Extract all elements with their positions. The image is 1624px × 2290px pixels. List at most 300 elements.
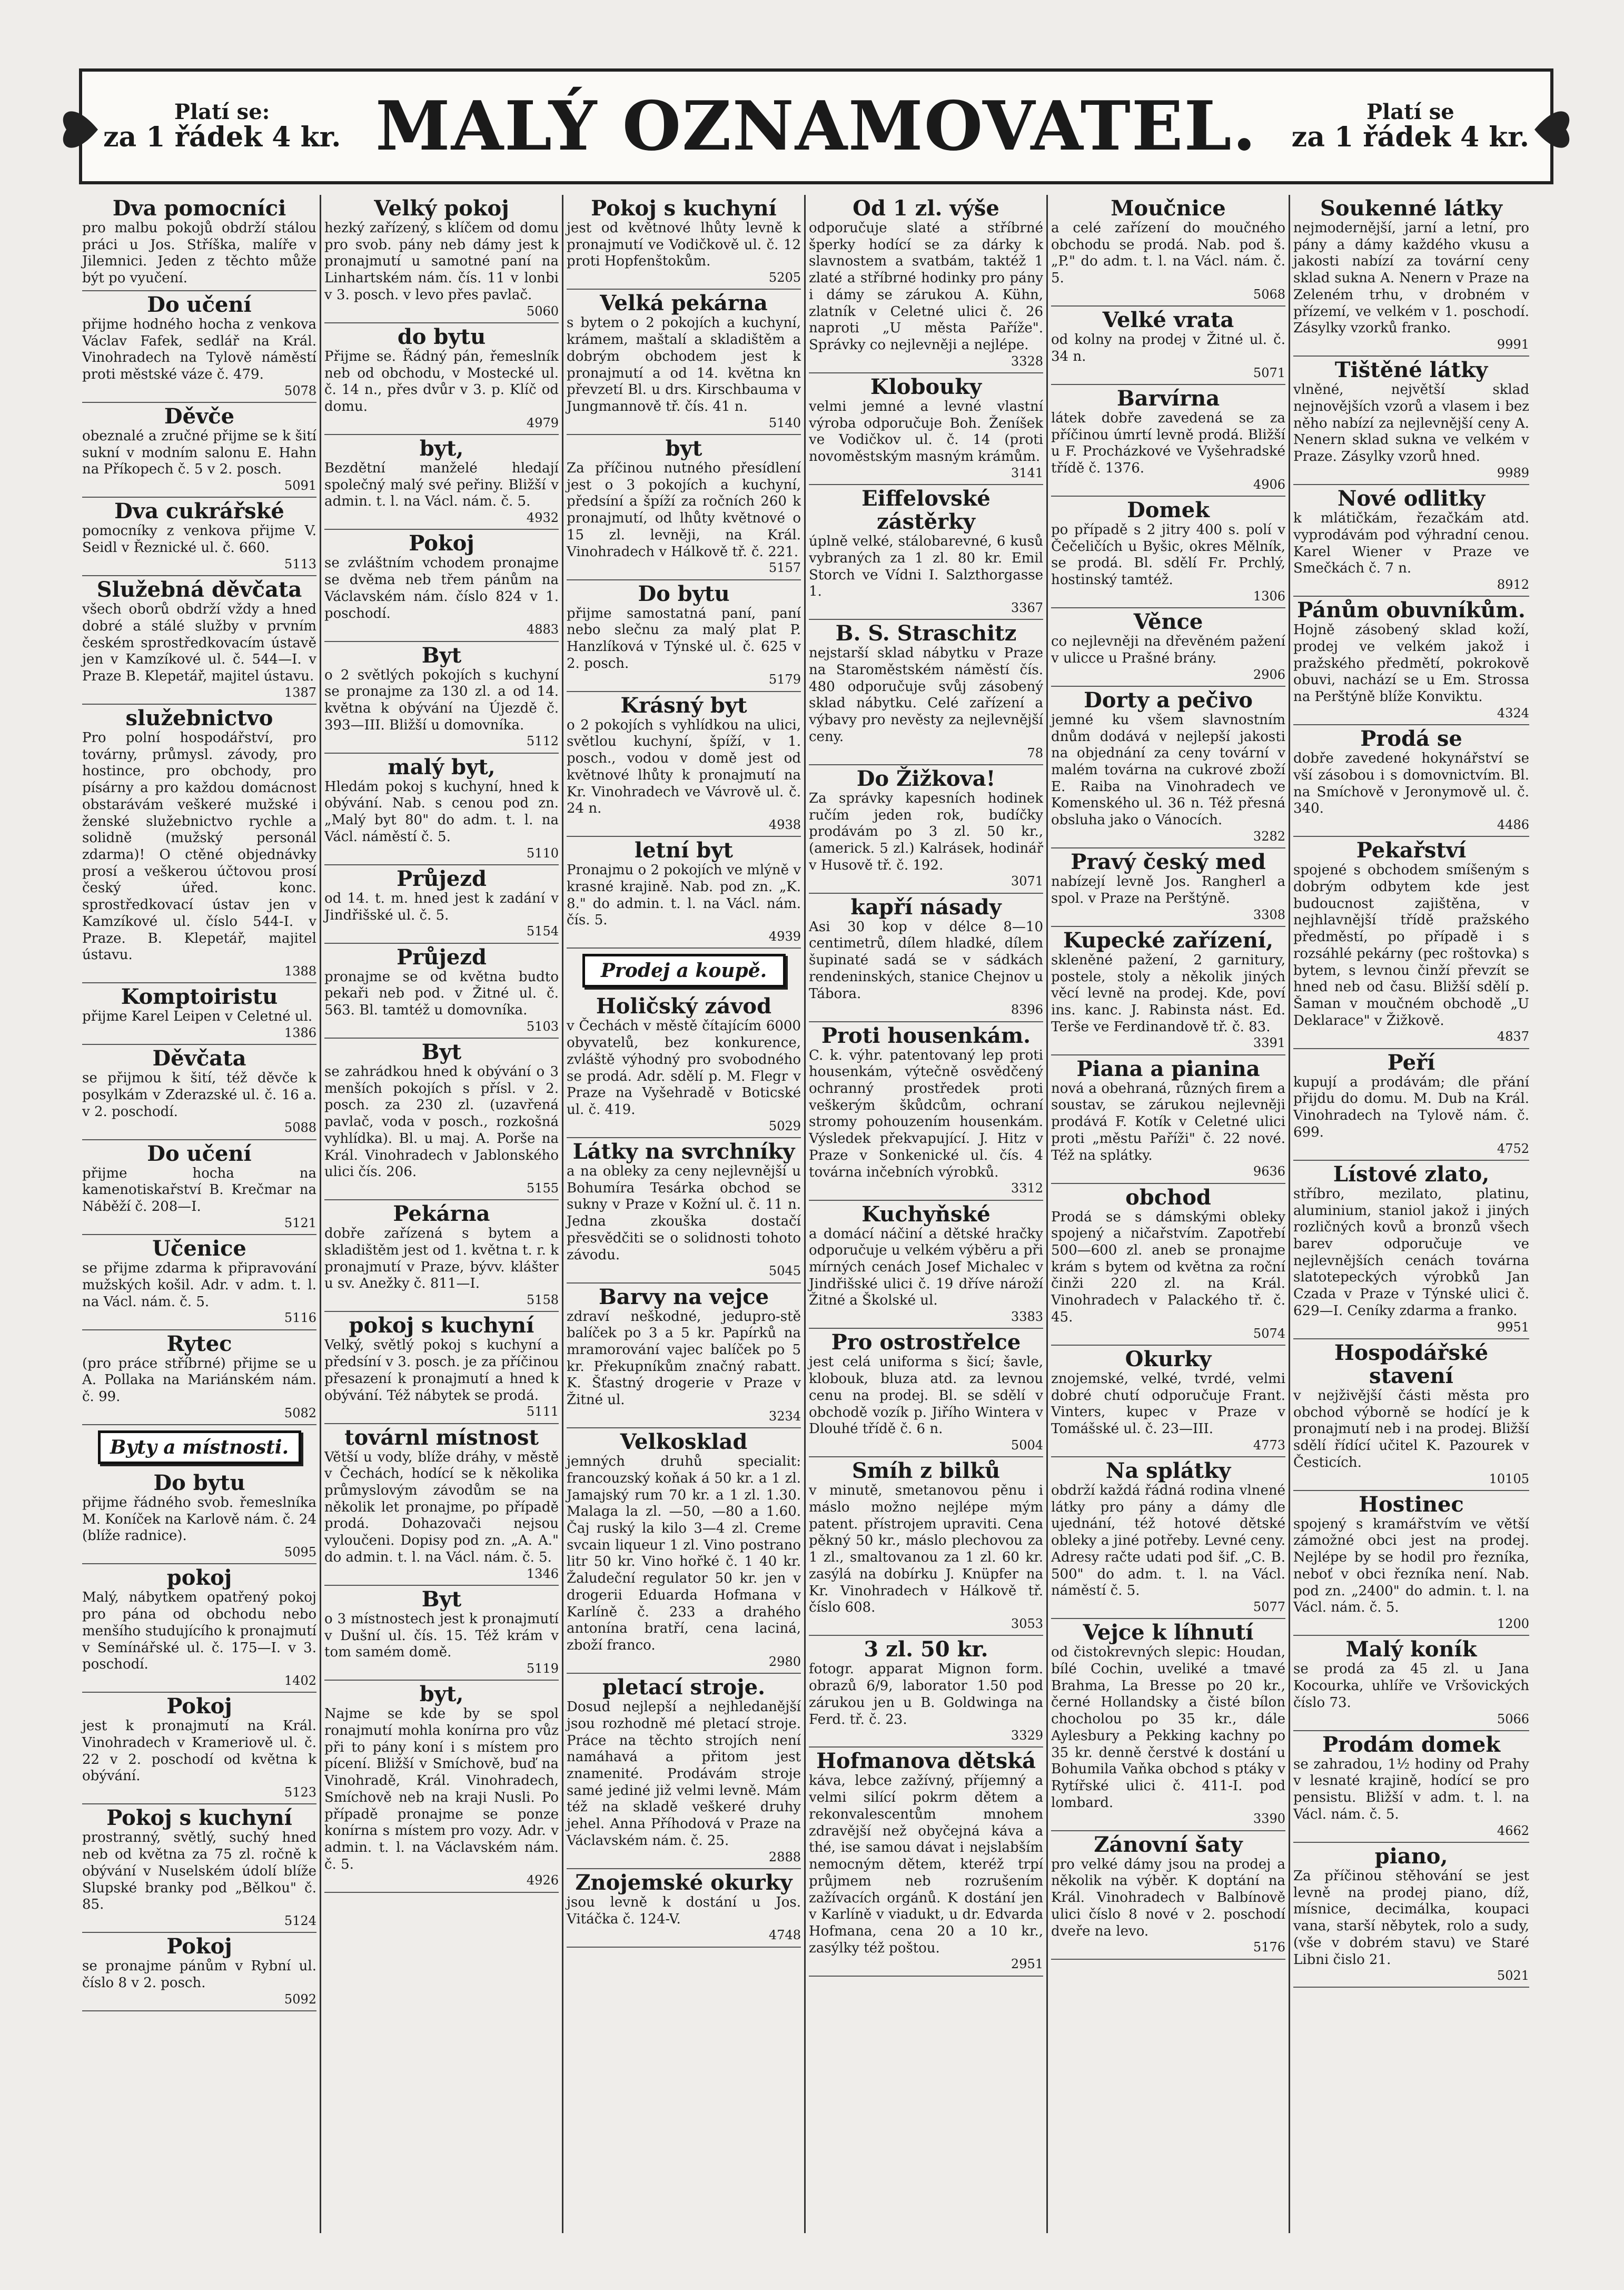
classified-ad xyxy=(809,894,1043,1022)
ad-text: a celé zařízení do moučného obchodu se prodá. Nab. pod š. „P." do adm. t. l. na Václ. nám. č. 5. xyxy=(1051,220,1285,287)
ad-columns xyxy=(79,195,1553,2233)
classified-ad xyxy=(1051,497,1285,608)
ad-text: Za správky kapesních hodinek ručím jeden rok, budíčky prodávám po 3 zl. 50 kr., (americk. 5 zl.) Kalrásek, hodinář v Husově tř. č. 192. xyxy=(809,790,1043,873)
ad-text: Za příčinou stěhování se jest levně na prodej piano, díž, mísnice, decimálka, koupaci vana, starší něbytek, rolo a sudy, (vše v dobrém stavu) ve Staré Libni čislo 21. xyxy=(1293,1868,1529,1968)
ad-heading: Látky na svrchníky xyxy=(572,1139,795,1164)
classified-ad xyxy=(324,1681,559,1892)
ad-number: 5078 xyxy=(284,383,316,398)
ad-text: Větší u vody, blíže dráhy, v městě v Čechách, hodící se k několika průmyslovým závodům se na několik let pronajme, po případě prodá. Dohazovači nejsou vyloučeni. Dopisy pod zn. „A. A." do admin. t. l. na Václ. nám. č. 5. xyxy=(324,1449,559,1565)
ad-text: Malý, nábytkem opatřený pokoj pro pána od obchodu nebo menšího studujícího k pronajmutí v Semínářské ul. č. 175—I. v 3. poschodí. xyxy=(82,1590,316,1673)
classified-ad xyxy=(1051,307,1285,385)
ad-text: od čistokrevných slepic: Houdan, bílé Cochin, uveliké a tmavé Brahma, La Bresse po 20 kr., černé Hollandsky a čisté bílon chocholou po 35 kr., dále Aylesbury a Pekking kachny po 35 kr. denně čerstvé k dostání u Bohumila Vaňka obchod s ptáky v Rytířské ulici č. 411-I. pod lombard. xyxy=(1051,1644,1285,1811)
ad-text: přijme hodného hocha z venkova Václav Fafek, sedlář na Král. Vinohradech na Tylově náměstí proti městské váze č. 479. xyxy=(82,316,316,383)
ad-text: o 2 světlých pokojích s kuchyní se pronajme za 130 zl. a od 14. května k obývání na Újezdě č. 393—III. Bližší u domovníka. xyxy=(324,667,559,733)
ad-number: 2951 xyxy=(1011,1957,1043,1972)
ad-text: jest od květnové lhůty levně k pronajmutí ve Vodičkově ul. č. 12 proti Hopfenštokům. xyxy=(567,220,801,270)
classified-ad xyxy=(82,1804,316,1933)
ad-heading: Do bytu xyxy=(638,581,730,606)
ad-heading: Pánům obuvníkům. xyxy=(1297,598,1526,623)
ad-number: 1386 xyxy=(284,1025,316,1041)
ad-text: látek dobře zavedená se za příčinou úmrtí levně prodá. Bližší u F. Procházkové ve Vyšehradské třídě č. 1376. xyxy=(1051,410,1285,476)
ad-heading: Věnce xyxy=(1133,609,1203,635)
ad-text: pro velké dámy jsou na prodej a několik na výběr. K doptání na Král. Vinohradech v Balbínově ulici číslo 8 nové v 2. poschodí dveře na levo. xyxy=(1051,1856,1285,1939)
ad-heading: Piana a pianina xyxy=(1076,1056,1260,1081)
ad-heading: pokoj xyxy=(166,1565,232,1591)
column-1 xyxy=(79,195,321,2233)
ad-heading: Velká pekárna xyxy=(600,291,768,316)
classified-ad xyxy=(82,1140,316,1235)
ad-number: 3383 xyxy=(1011,1309,1043,1325)
ad-number: 78 xyxy=(1027,745,1043,761)
classified-ad xyxy=(567,1428,801,1674)
ad-heading: Prodá se xyxy=(1360,726,1462,752)
ad-text: Velký, světlý pokoj s kuchyní a předsíní v 3. posch. je za příčinou přesazení k pronajmutí a hned k obývání. Též nábytek se prodá. xyxy=(324,1337,559,1404)
ad-number: 4837 xyxy=(1497,1029,1529,1044)
ad-heading: Průjezd xyxy=(397,866,487,891)
ad-number: 4939 xyxy=(768,929,801,944)
classified-ad xyxy=(1051,687,1285,848)
ad-text: spojené s obchodem smíšeným s dobrým odbytem kde jest budoucnost zajištěna, v nejhlavnější třídě pražského předměstí, po případě i s rozsáhlé pekárny (pec roštovka) s bytem, s levnou činží převzít se hned neb od času. Bližší sdělí p. Šaman v moučném obchodě „U Deklarace" v Žižkově. xyxy=(1293,862,1529,1029)
ad-text: fotogr. apparat Mignon form. obrazů 6/9, laborator 1.50 pod zárukou jen u B. Goldwinga na Ferd. tř. č. 23. xyxy=(809,1661,1043,1728)
classified-ad xyxy=(1293,1339,1529,1491)
ad-heading: Hofmanova dětská xyxy=(816,1749,1036,1774)
ad-number: 5045 xyxy=(768,1264,801,1279)
ad-text: s bytem o 2 pokojích a kuchyní, krámem, maštalí a skladištěm a dobrým obchodem jest k pronajmutí a od 14. května kn převzetí Bl. u drs. Kirschbauma v Jungmannově tř. čís. 41 n. xyxy=(567,315,801,415)
ad-number: 5176 xyxy=(1253,1940,1285,1955)
ad-text: znojemské, velké, tvrdé, velmi dobré chutí odporučuje Frant. Vinters, kupec v Praze v Tomášské ul. č. 23—III. xyxy=(1051,1370,1285,1437)
ad-heading: obchod xyxy=(1125,1185,1211,1210)
classified-ad xyxy=(82,1330,316,1425)
ad-heading: Pokoj xyxy=(409,531,474,556)
ad-number: 5110 xyxy=(526,845,559,861)
ad-number: 9951 xyxy=(1497,1319,1529,1335)
ad-number: 3308 xyxy=(1253,907,1285,922)
ad-number: 4906 xyxy=(1253,477,1285,492)
ad-text: o 2 pokojích s vyhlídkou na ulici, světlou kuchyní, špíží, v 1. posch., vodou v domě jest od květnové lhůty k pronajmutí na Kr. Vinohradech ve Vávrově ul. č. 24 n. xyxy=(567,717,801,817)
ad-text: od kolny na prodej v Žitné ul. č. 34 n. xyxy=(1051,332,1285,364)
ad-number: 9989 xyxy=(1497,465,1529,480)
ad-number: 9991 xyxy=(1497,337,1529,352)
ad-text: přijme hocha na kamenotiskařství B. Krečmar na Náběží č. 208—I. xyxy=(82,1165,316,1215)
ad-text: nejstarší sklad nábytku v Praze na Staroměstském náměstí čís. 480 odporučuje svůj zásobený sklad nábytku. Celé zařízení a výbavy pro nevěsty za nejlevnější ceny. xyxy=(809,645,1043,745)
ad-text: se zahrádkou hned k obývání o 3 menších pokojích s přísl. v 2. posch. za 230 zl. (uzavřená pavlač, voda v posch., rozkošná vyhlídka). Bl. u maj. A. Porše na Král. Vinohradech v Jablonského ulici čís. 206. xyxy=(324,1063,559,1180)
classified-ad xyxy=(1293,485,1529,597)
classified-ad xyxy=(809,1201,1043,1329)
ad-number: 3312 xyxy=(1011,1181,1043,1196)
classified-ad xyxy=(567,1138,801,1284)
classified-ad xyxy=(567,290,801,435)
ad-heading: Lístové zlato, xyxy=(1333,1161,1490,1187)
ad-text: a na obleky za ceny nejlevnější u Bohumíra Tesárka obchod se sukny v Praze v Kožní ul. č. 11 n. Jedna zkouška dostačí přesvědčiti se o solidnosti tohoto závodu. xyxy=(567,1163,801,1263)
ad-number: 5082 xyxy=(284,1405,316,1420)
classified-ad xyxy=(1293,597,1529,725)
ad-number: 5095 xyxy=(284,1545,316,1560)
classified-ad xyxy=(809,1022,1043,1201)
classified-ad xyxy=(82,498,316,576)
ad-text: jsou levně k dostání u Jos. Vitáčka č. 124-V. xyxy=(567,1894,801,1927)
ad-number: 3390 xyxy=(1253,1811,1285,1827)
classified-ad xyxy=(1051,848,1285,927)
ad-heading: do bytu xyxy=(397,324,486,349)
ad-heading: Do učení xyxy=(147,292,252,317)
ad-text: jest k pronajmutí na Král. Vinohradech v Krameriově ul. č. 22 v 2. poschodí od května k obývání. xyxy=(82,1718,316,1784)
ad-heading: Pravý český med xyxy=(1071,850,1266,875)
ad-heading: pokoj s kuchyní xyxy=(349,1313,534,1338)
ad-heading: pletací stroje. xyxy=(602,1675,766,1700)
ad-number: 5205 xyxy=(768,270,801,285)
ad-heading: Rytec xyxy=(166,1331,232,1356)
classified-ad xyxy=(809,1329,1043,1457)
ad-heading: Učenice xyxy=(152,1236,246,1261)
ad-number: 5113 xyxy=(284,556,316,571)
ad-text: Za příčinou nutného přesídlení jest o 3 pokojích a kuchyní, předsíní a špíží za ročních 260 k pronajmutí, od lhůty květnové o 15 zl. levněji, na Král. Vinohradech v Hálkově tř. č. 221. xyxy=(567,460,801,560)
ornament-right-icon xyxy=(1529,93,1582,166)
classified-ad xyxy=(809,1748,1043,1976)
ad-heading: Holičský závod xyxy=(596,994,772,1019)
price-left-line2: za 1 řádek 4 kr. xyxy=(103,121,341,153)
section-heading: Prodej a koupě. xyxy=(582,954,786,988)
ad-heading: Peří xyxy=(1387,1050,1435,1075)
ad-text: se přijme zdarma k připravování mužských košil. Adr. v adm. t. l. na Václ. nám. č. 5. xyxy=(82,1260,316,1310)
ad-number: 2888 xyxy=(768,1849,801,1864)
ad-heading: Pokoj s kuchyní xyxy=(591,196,777,221)
ad-number: 4324 xyxy=(1497,705,1529,720)
ad-text: Přijme se. Řádný pán, řemeslník neb od obchodu, v Mostecké ul. č. 14 n., přes dvůr v 3. p. Klíč od domu. xyxy=(324,348,559,415)
ad-text: Prodá se s dámskými obleky spojený a ničařstvím. Zapotřebí 500—600 zl. aneb se pronajme krám s bytem od května za roční činži 220 zl. na Král. Vinohradech v Palackého tř. č. 45. xyxy=(1051,1209,1285,1325)
ad-text: Asi 30 kop v délce 8—10 centimetrů, dílem hladké, dílem šupinaté sadá se v sádkách rendeninských, stanice Chejnov u Tábora. xyxy=(809,919,1043,1002)
ad-heading: Hospodářské stavení xyxy=(1334,1340,1489,1388)
ad-number: 5124 xyxy=(284,1913,316,1929)
ad-text: se přijmou k šití, též děvče k posylkám v Zderazské ul. č. 16 a. v 2. poschodí. xyxy=(82,1070,316,1120)
ad-number: 8912 xyxy=(1497,577,1529,593)
classified-ad xyxy=(324,1039,559,1200)
classified-ad xyxy=(1293,1491,1529,1636)
ad-heading: Barvy na vejce xyxy=(598,1284,769,1309)
ad-number: 5074 xyxy=(1253,1326,1285,1341)
classified-ad xyxy=(1051,1831,1285,1960)
ad-number: 1402 xyxy=(284,1673,316,1689)
classified-ad xyxy=(1293,1731,1529,1843)
ad-text: pro malbu pokojů obdrží stálou práci u Jos. Stříška, malíře v Jilemnici. Jeden z těchto může být po vyučení. xyxy=(82,220,316,287)
classified-ad xyxy=(809,373,1043,485)
classified-ad xyxy=(324,1312,559,1424)
ad-number: 5004 xyxy=(1011,1438,1043,1453)
ad-number: 5068 xyxy=(1253,287,1285,302)
ad-text: o 3 místnostech jest k pronajmutí v Dušní ul. čís. 15. Též krám v tom samém domě. xyxy=(324,1611,559,1661)
ad-heading: Malý koník xyxy=(1345,1637,1477,1662)
classified-ad xyxy=(82,291,316,403)
ad-text: prostranný, světlý, suchý hned neb od května za 75 zl. ročně k obývání v Nuselském údolí blíže Slupské branky pod „Bělkou" č. 85. xyxy=(82,1830,316,1913)
masthead xyxy=(79,68,1553,184)
ad-number: 5116 xyxy=(284,1310,316,1326)
classified-ad xyxy=(809,485,1043,620)
ad-number: 4932 xyxy=(526,510,559,526)
ad-number: 4662 xyxy=(1497,1823,1529,1838)
ad-text: pomocníky z venkova přijme V. Seidl v Řeznické ul. č. 660. xyxy=(82,523,316,556)
ad-text: Dosud nejlepší a nejhledanější jsou rozhodně mé pletací stroje. Práce na těchto strojích není namáhavá a přitom jest znamenité. Prodávám stroje samé jediné již velmi levně. Mám též na skladě veškeré druhy jehel. Anna Příhodová v Praze na Václavském nám. č. 25. xyxy=(567,1699,801,1849)
ad-heading: Hostinec xyxy=(1359,1492,1464,1517)
ad-number: 1346 xyxy=(526,1566,559,1581)
classified-ad xyxy=(809,1636,1043,1748)
classified-ad xyxy=(1051,195,1285,307)
classified-ad xyxy=(567,1869,801,1948)
ad-heading: Znojemské okurky xyxy=(575,1870,793,1895)
classified-ad xyxy=(1051,608,1285,687)
ad-number: 1388 xyxy=(284,964,316,979)
column-4 xyxy=(806,195,1048,2233)
ad-heading: Do bytu xyxy=(153,1470,245,1495)
classified-ad xyxy=(82,1235,316,1330)
classified-ad xyxy=(324,944,559,1039)
ad-number: 1306 xyxy=(1253,588,1285,604)
classified-ad xyxy=(1051,1457,1285,1619)
classified-ad xyxy=(567,435,801,580)
ad-text: odporučuje slaté a stříbrné šperky hodící se za dárky k slavnostem a svatbám, taktéž 1 zlaté a stříbrné hodinky pro pány i dámy se zárukou A. Kühn, zlatník v Celetné ulici č. 26 naproti „U města Paříže". Správky co nejlevněji a nejlépe. xyxy=(809,220,1043,353)
ad-text: nejmodernější, jarní a letní, pro pány a dámy každého vkusu a jakosti nabízí za tovární ceny sklad sukna A. Nenern v Praze na Zeleném trhu, v drobném v přízemí, ve velkém v 1. poschodí. Zásylky vzorků franko. xyxy=(1293,220,1529,337)
ad-number: 5123 xyxy=(284,1785,316,1800)
ad-number: 5029 xyxy=(768,1118,801,1133)
ad-text: obeznalé a zručné přijme se k šití sukní v modním salonu E. Hahn na Příkopech č. 5 v 2. posch. xyxy=(82,428,316,478)
classified-ad xyxy=(324,1424,559,1586)
ad-text: Bezdětní manželé hledají společný malý své peřiny. Bližší v admin. t. l. na Václ. nám. č. 5. xyxy=(324,460,559,510)
ad-number: 3053 xyxy=(1011,1616,1043,1632)
ad-heading: malý byt, xyxy=(388,754,496,779)
ad-number: 3282 xyxy=(1253,828,1285,844)
classified-ad xyxy=(809,1457,1043,1636)
column-2 xyxy=(321,195,563,2233)
ad-heading: Do Žižkova! xyxy=(856,766,996,791)
ad-number: 5140 xyxy=(768,415,801,430)
ad-text: přijme Karel Leipen v Celetné ul. xyxy=(82,1009,313,1025)
ad-number: 5066 xyxy=(1497,1711,1529,1726)
classified-ad xyxy=(1293,195,1529,357)
ad-text: úplně velké, stálobarevné, 6 kusů vybraných za 1 zl. 80 kr. Emil Storch ve Vídni I. Salzthorgasse 1. xyxy=(809,534,1043,600)
ad-text: Pro polní hospodářství, pro továrny, průmysl. závody, pro hostince, pro obchody, pro písárny a pro každou domácnost obstarávám veškeré mužské i ženské služebnictvo rychle a solidně (mužský personál zdarma)! O ctěné objednávky prosí a veškerou účtovou prosí český úřed. konc. sprostředkovací ústav jen v Kamzíkové ul. číslo 544-I. v Praze. B. Klepetář, majitel ústavu. xyxy=(82,730,316,963)
classified-ad xyxy=(567,195,801,290)
ad-number: 3329 xyxy=(1011,1728,1043,1743)
ad-heading: Proti housenkám. xyxy=(821,1023,1031,1048)
ad-number: 4926 xyxy=(526,1873,559,1888)
ad-heading: Moučnice xyxy=(1111,196,1226,221)
ad-heading: Tištěné látky xyxy=(1334,358,1488,383)
ad-heading: Pokoj xyxy=(166,1694,232,1719)
column-5 xyxy=(1048,195,1290,2233)
ad-heading: byt, xyxy=(419,436,464,461)
ad-heading: Okurky xyxy=(1125,1346,1212,1371)
ad-number: 5088 xyxy=(284,1120,316,1136)
ad-number: 4938 xyxy=(768,817,801,833)
ad-heading: kapří násady xyxy=(850,894,1002,920)
page-title: MALÝ OZNAMOVATEL. xyxy=(375,87,1257,166)
ad-number: 10105 xyxy=(1489,1471,1529,1486)
ad-text: po případě s 2 jitry 400 s. polí v Čečeličích u Byšic, okres Mělník, se prodá. Bl. sdělí Fr. Prchlý, hostinský tamtéž. xyxy=(1051,521,1285,588)
ad-number: 5091 xyxy=(284,478,316,493)
classified-ad xyxy=(567,580,801,692)
ad-text: a domácí náčiní a dětské hračky odporučuje u velkém výběru a při mírných cenách Josef Michalec v Jindřišské ulici č. 19 dříve nároží Žitné a Školské ul. xyxy=(809,1226,1043,1309)
column-6 xyxy=(1290,195,1532,2233)
ad-heading: Kuchyňské xyxy=(861,1201,991,1227)
ad-heading: Děvčata xyxy=(152,1046,246,1071)
ad-number: 5157 xyxy=(768,560,801,576)
ad-number: 3234 xyxy=(768,1408,801,1424)
ad-heading: Velké vrata xyxy=(1102,308,1234,333)
classified-ad xyxy=(324,1586,559,1681)
price-right-line1: Platí se xyxy=(1366,99,1454,124)
classified-ad xyxy=(324,1200,559,1312)
ad-text: pronajme se od května budto pekaři neb pod. v Žitné ul. č. 563. Bl. tamtéž u domovníka. xyxy=(324,969,559,1018)
classified-ad xyxy=(1293,1049,1529,1161)
ad-heading: Vejce k líhnutí xyxy=(1083,1620,1254,1645)
classified-ad xyxy=(324,754,559,865)
ad-text: co nejlevněji na dřevěném pažení v ulicce u Prašné brány. xyxy=(1051,634,1285,666)
classified-ad xyxy=(809,765,1043,894)
ad-text: přijme samostatná paní, paní nebo slečnu za malý plat P. Hanzlíková v Týnské ul. č. 625 v 2. posch. xyxy=(567,605,801,672)
ad-text: všech oborů obdrží vždy a hned dobré a stálé služby v prvním českém sprostředkovacím ústavě jen v Kamzíkové ul. č. 544—I. v Praze B. Klepetář, majitel ústavu. xyxy=(82,601,316,685)
ad-text: se zvláštním vchodem pronajme se dvěma neb třem pánům na Václavském nám. číslo 824 v 1. poschodí. xyxy=(324,555,559,621)
ad-number: 2980 xyxy=(768,1654,801,1669)
ad-number: 4486 xyxy=(1497,817,1529,833)
ad-text: se zahradou, 1½ hodiny od Prahy v lesnaté krajině, hodící se pro pensistu. Bližší v adm. t. l. na Václ. nám. č. 5. xyxy=(1293,1756,1529,1822)
classified-ad xyxy=(82,1693,316,1804)
ad-text: káva, lebce zažívný, příjemný a velmi silící pokrm dětem a rekonvalescentům mnohem zdravější než obyčejná káva a thé, ise samou dávat i nejslabším nemocným dětem, kteréž trpí průjmem neb rozrušením zažívacích orgánů. K dostání jen v Karlíně v viadukt, u dr. Edvarda Hofmana, cena 20 a 10 kr., zasýlky též poštou. xyxy=(809,1773,1043,1956)
classified-ad xyxy=(82,576,316,705)
ad-text: Hojně zásobený sklad koží, prodej ve velkém jakož i pražského předmětí, pokrokově obuvi, nachází se u Em. Strossa na Perštýně blíže Konviktu. xyxy=(1293,622,1529,705)
ad-text: spojený s kramářstvím ve větší zámožné obci jest na prodej. Nejlépe by se hodil pro řezníka, neboť v obci řezníka není. Nab. pod zn. „2400" do admin. t. l. na Václ. nám. č. 5. xyxy=(1293,1516,1529,1616)
classified-ad xyxy=(567,692,801,837)
ad-heading: Komptoiristu xyxy=(121,984,278,1010)
classified-ad xyxy=(1293,1843,1529,1988)
ad-text: hezký zařízený, s klíčem od domu pro svob. pány neb dámy jest k pronajmutí u samotné paní na Linhartském nám. čís. 11 v lonbi v 3. posch. v levo přes pavlač. xyxy=(324,220,559,303)
ad-heading: Krásný byt xyxy=(620,693,747,718)
newspaper-page xyxy=(79,68,1553,2238)
ad-number: 3328 xyxy=(1011,353,1043,369)
ad-heading: Děvče xyxy=(164,404,235,429)
ad-number: 5092 xyxy=(284,1991,316,2007)
classified-ad xyxy=(1293,725,1529,837)
ad-heading: Velkosklad xyxy=(620,1429,748,1455)
ad-number: 5119 xyxy=(526,1661,559,1676)
ad-text: v minutě, smetanovou pěnu i máslo možno nejlépe mým patent. přístrojem upraviti. Cena pěkný 50 kr., máslo plechovou za 1 zl., smaltovanou za 1 zl. 60 kr. zasýlá na dobírku J. Knüpfer na Kr. Vinohradech v Hálkově tř. číslo 608. xyxy=(809,1483,1043,1616)
ad-heading: Dva cukrářské xyxy=(114,499,284,524)
classified-ad xyxy=(1051,1619,1285,1831)
ad-number: 3367 xyxy=(1011,600,1043,616)
ad-text: se pronajme pánům v Rybní ul. číslo 8 v 2. posch. xyxy=(82,1958,316,1991)
price-right-line2: za 1 řádek 4 kr. xyxy=(1291,121,1529,153)
ad-heading: Eiffelovské zástěrky xyxy=(861,486,991,535)
ad-heading: byt xyxy=(665,436,702,461)
ad-heading: piano, xyxy=(1374,1843,1448,1869)
ad-text: přijme řádného svob. řemeslníka M. Koníček na Karlově nám. č. 24 (blíže radnice). xyxy=(82,1495,316,1544)
classified-ad xyxy=(324,530,559,641)
ad-text: jemných druhů specialit: francouzský koňak á 50 kr. a 1 zl. Jamajský rum 70 kr. a 1 zl. 1.30. Malaga la zl. —50, —80 a 1.60. Čaj ruský la kilo 3—4 zl. Creme svcain liqueur 1 zl. Vino postrano litr 50 kr. Vino hořké č. 1 40 kr. Žaludeční regulator 50 kr. jen v drogerii Eduarda Hofmana v Karlíně č. 233 a drahého antonína bratří, cena laciná, zboží franco. xyxy=(567,1454,801,1654)
ad-heading: Zánovní šaty xyxy=(1094,1832,1243,1857)
classified-ad xyxy=(324,195,559,323)
ad-number: 9636 xyxy=(1253,1164,1285,1179)
section-heading: Byty a místnosti. xyxy=(98,1430,301,1464)
ad-heading: Klobouky xyxy=(870,374,982,400)
ad-number: 4979 xyxy=(526,415,559,430)
ad-number: 5071 xyxy=(1253,365,1285,380)
ad-text: zdraví neškodné, jedupro-stě balíček po 3 a 5 kr. Papírků na mramorování vajec balíček po 5 kr. Překupníkům značný rabatt. K. Šťastný drogerie v Praze v Žitné ul. xyxy=(567,1308,801,1408)
ad-heading: Dorty a pečivo xyxy=(1084,687,1253,713)
ad-number: 5112 xyxy=(526,734,559,749)
ad-number: 3391 xyxy=(1253,1035,1285,1051)
classified-ad xyxy=(324,642,559,754)
classified-ad xyxy=(1293,1636,1529,1731)
ad-text: stříbro, mezilato, platinu, aluminium, staniol jakož i jiných rozličných kovů a bronzů všech barev odporučuje ve nejlevnějších cenách továrna slatotepeckých výrobků Jan Czada v Praze v Týnské ulici č. 629—I. Ceníky zdarma a franko. xyxy=(1293,1186,1529,1319)
ad-number: 4883 xyxy=(526,622,559,637)
ad-heading: Pro ostrostřelce xyxy=(831,1330,1021,1355)
classified-ad xyxy=(1293,837,1529,1049)
ad-text: vlněné, největší sklad nejnovějších vzorů a vlasem i bez něho nabízí za nejlevnější ceny A. Nenern sklad sukna ve velkém v Praze. Zásylky vzorů hned. xyxy=(1293,382,1529,465)
ad-text: Najme se kde by se spol ronajmutí mohla konírna pro vůz při to pány koní i s místem pro pícení. Bližší v Smíchově, buď na Vinohradě, Král. Vinohradech, Smíchově neb na kraji Nusli. Po případě pronajme se ponze konírna s místem pro vozy. Adr. v admin. t. l. na Václavském nám. č. 5. xyxy=(324,1706,559,1872)
ad-heading: služebnictvo xyxy=(125,706,273,731)
ad-heading: Barvírna xyxy=(1116,386,1220,411)
ad-text: dobře zavedené hokynářství se vší zásobou i s domovnictvím. Bl. na Smíchově v Jeronymově ul. č. 340. xyxy=(1293,751,1529,817)
ad-number: 5121 xyxy=(284,1215,316,1230)
ad-heading: Na splátky xyxy=(1105,1458,1231,1483)
ad-text: od 14. t. m. hned jest k zadání v Jindřišské ul. č. 5. xyxy=(324,890,559,923)
ad-number: 5111 xyxy=(526,1404,559,1419)
ad-text: dobře zařízená s bytem a skladištěm jest od 1. května t. r. k pronajmutí v Praze, bývv. klášter u sv. Anežky č. 811—I. xyxy=(324,1226,559,1292)
ad-heading: Kupecké zařízení, xyxy=(1063,927,1274,953)
ad-heading: Služebná děvčata xyxy=(96,577,302,603)
ad-heading: Pokoj xyxy=(166,1934,232,1959)
ad-number: 3141 xyxy=(1011,465,1043,480)
ad-number: 2906 xyxy=(1253,667,1285,682)
ad-text: obdrží každá řádná rodina vlnené látky pro pány a dámy dle ujednání, též hotové dětské obleky a jiné potřeby. Levné ceny. Adresy račte udati pod šif. „C. B. 500" do adm. t. l. na Václ. náměstí č. 5. xyxy=(1051,1482,1285,1599)
ad-number: 1200 xyxy=(1497,1616,1529,1632)
ad-text: skleněné pažení, 2 garnitury, postele, stoly a několik jiných věcí levně na prodej. Kde, poví ins. kanc. J. Rabinsta nást. Ed. Terše ve Ferdinandově tř. č. 83. xyxy=(1051,952,1285,1035)
ad-heading: Prodám domek xyxy=(1322,1732,1501,1757)
ad-heading: Pekařství xyxy=(1356,838,1467,863)
ad-text: nabízejí levně Jos. Rangherl a spol. v Praze na Perštýně. xyxy=(1051,874,1285,906)
ad-heading: Byt xyxy=(421,643,462,668)
classified-ad xyxy=(1293,357,1529,485)
ad-heading: byt, xyxy=(419,1682,464,1707)
classified-ad xyxy=(82,1933,316,2011)
classified-ad xyxy=(324,865,559,944)
ad-text: velmi jemné a levné vlastní výroba odporučuje Boh. Ženíšek ve Vodičkov ul. č. 14 (proti novoměstským masným krámům. xyxy=(809,399,1043,465)
classified-ad xyxy=(567,1674,801,1869)
classified-ad xyxy=(82,983,316,1045)
ad-heading: B. S. Straschitz xyxy=(835,621,1017,646)
ad-text: v nejživější části města pro obchod výborně se hodící je k pronajmutí neb i na prodej. Bližší sdělí řídící učitel K. Pazourek v Česticích. xyxy=(1293,1387,1529,1470)
classified-ad xyxy=(82,403,316,498)
ad-number: 5021 xyxy=(1497,1968,1529,1983)
ad-heading: továrnl místnost xyxy=(344,1425,539,1450)
ad-number: 4748 xyxy=(768,1928,801,1943)
ad-text: se prodá za 45 zl. u Jana Kocourka, uhlíře ve Vršovických číslo 73. xyxy=(1293,1661,1529,1711)
classified-ad xyxy=(324,435,559,530)
ad-heading: 3 zl. 50 kr. xyxy=(864,1637,988,1662)
ad-number: 5154 xyxy=(526,924,559,939)
price-right xyxy=(1292,101,1529,152)
classified-ad xyxy=(82,195,316,291)
ad-heading: Dva pomocníci xyxy=(112,196,286,221)
classified-ad xyxy=(82,1045,316,1140)
ad-text: C. k. výhr. patentovaný lep proti housenkám, výtečně osvědčený ochranný prostředek proti veškerým škůdcům, ochraní stromy pohouzením housenkám. Výsledek překvapující. J. Hitz v Praze v Sonkenické ul. čís. 4 továrna inčebních výrobků. xyxy=(809,1047,1043,1180)
classified-ad xyxy=(809,195,1043,373)
ad-number: 5158 xyxy=(526,1292,559,1308)
classified-ad xyxy=(1051,385,1285,497)
ad-number: 4752 xyxy=(1497,1141,1529,1156)
ad-heading: Pokoj s kuchyní xyxy=(106,1805,292,1831)
classified-ad xyxy=(82,1469,316,1564)
classified-ad xyxy=(567,1284,801,1429)
ad-text: nová a obehraná, různých firem a soustav, se zárukou nejlevněji prodává F. Kotík v Celetné ulici proti „městu Paříži" č. 22 nové. Též na splátky. xyxy=(1051,1080,1285,1163)
ornament-left-icon xyxy=(51,93,103,166)
